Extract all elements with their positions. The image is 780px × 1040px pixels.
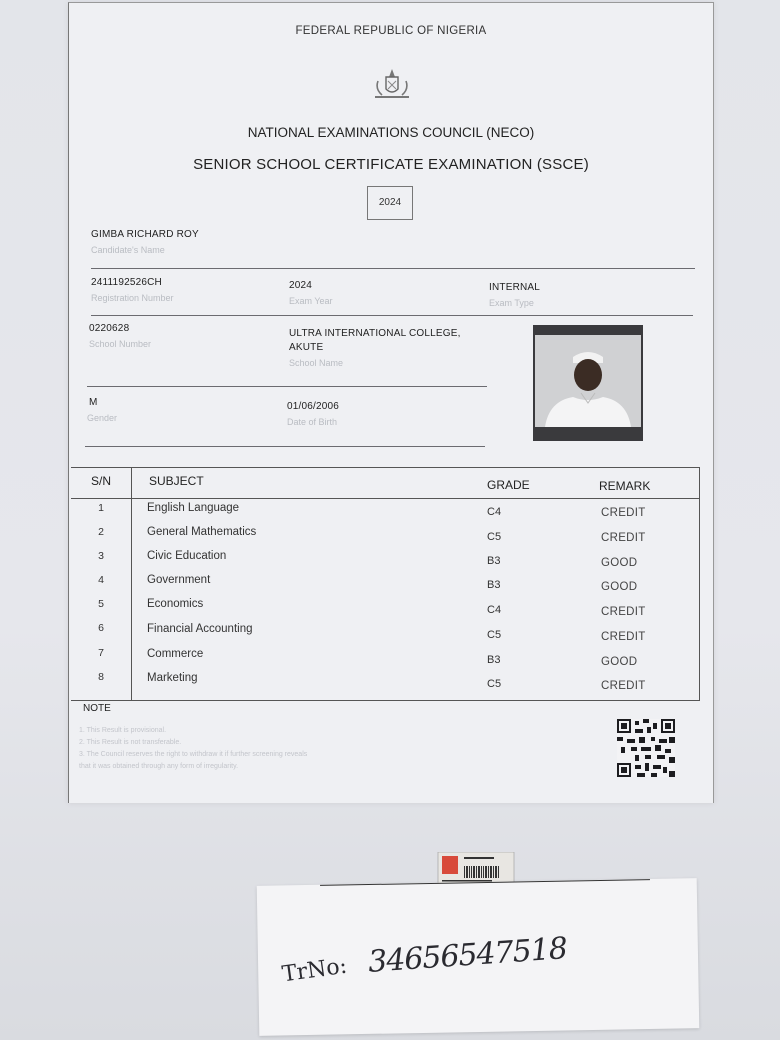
header-sn: S/N — [90, 474, 111, 488]
council-heading: NATIONAL EXAMINATIONS COUNCIL (NECO) — [247, 125, 535, 140]
handwritten-tr-number: 34656547518 — [367, 931, 568, 980]
date-of-birth-label: Date of Birth — [287, 417, 338, 427]
note-line: that it was obtained through any form of irregularity. — [79, 763, 239, 770]
header-grade: GRADE — [487, 478, 530, 492]
school-name-label: School Name — [289, 358, 344, 368]
qr-code-icon — [617, 719, 675, 777]
exam-type: INTERNAL — [489, 282, 541, 293]
exam-heading: SENIOR SCHOOL CERTIFICATE EXAMINATION (SSCE) — [193, 156, 589, 173]
note-line: 1. This Result is provisional. — [79, 727, 167, 734]
exam-year: 2024 — [289, 280, 313, 291]
school-name-line-2: AKUTE — [289, 342, 324, 353]
school-name-line-1: ULTRA INTERNATIONAL COLLEGE, — [289, 328, 461, 339]
gender-label: Gender — [87, 413, 118, 423]
date-of-birth: 01/06/2006 — [287, 401, 340, 412]
exam-year-box: 2024 — [367, 186, 413, 220]
candidate-name: GIMBA RICHARD ROY — [91, 229, 199, 240]
gender: M — [89, 397, 98, 408]
exam-year-label: Exam Year — [289, 296, 333, 306]
divider — [91, 315, 693, 316]
school-number-label: School Number — [89, 339, 152, 349]
results-table: S/N SUBJECT GRADE REMARK 1 English Language C4 CREDIT 2 General Mathematics C5 CREDIT 3 Civic Education B3 GOOD 4 Government B3 GOOD 5 Economics C4 CREDIT 6 Financial Accounting C5 CREDIT 7 Commerce B3 GOOD 8 Marketing C5 CREDIT — [71, 467, 700, 701]
note-line: 2. This Result is not transferable. — [79, 739, 182, 746]
divider — [91, 268, 695, 269]
registration-number-label: Registration Number — [91, 293, 174, 303]
exam-type-label: Exam Type — [489, 298, 534, 308]
note-title: NOTE — [83, 703, 111, 714]
note-line: 3. The Council reserves the right to withdraw it if further screening reveals — [79, 751, 308, 758]
header-subject: SUBJECT — [149, 474, 204, 488]
candidate-name-label: Candidate's Name — [91, 245, 165, 255]
registration-number: 2411192526CH — [91, 277, 162, 288]
coat-of-arms-icon — [369, 63, 415, 105]
school-number: 0220628 — [89, 323, 130, 334]
handwritten-tr-label: TrNo: — [280, 953, 349, 988]
divider — [87, 386, 487, 387]
country-heading: FEDERAL REPUBLIC OF NIGERIA — [295, 25, 487, 37]
result-document — [68, 2, 714, 803]
header-remark: REMARK — [599, 479, 651, 493]
candidate-photo — [533, 325, 643, 441]
divider — [85, 446, 485, 447]
